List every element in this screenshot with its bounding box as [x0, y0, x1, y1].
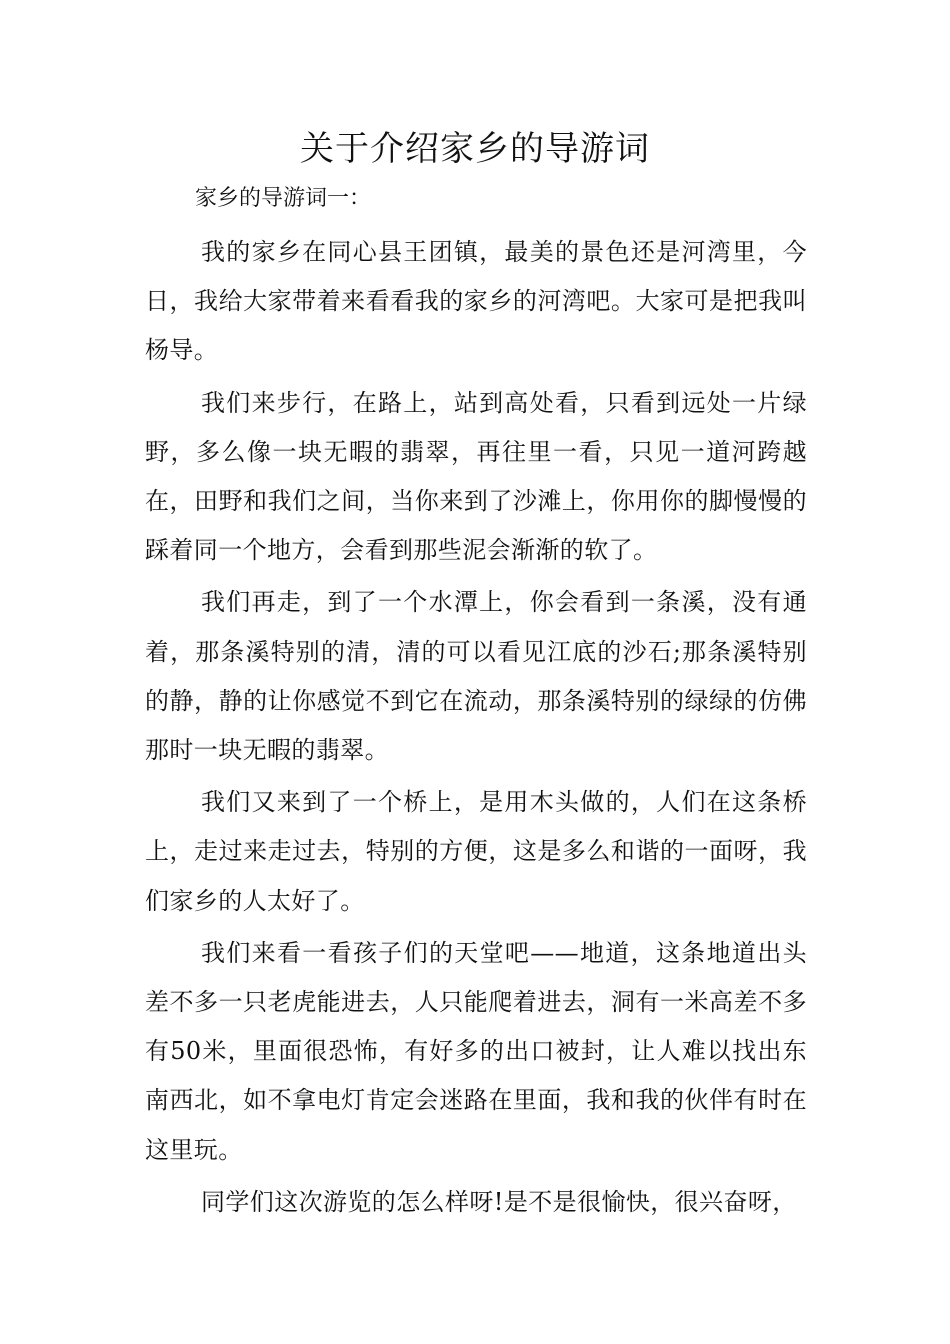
paragraph-3: 我们再走，到了一个水潭上，你会看到一条溪，没有通着，那条溪特别的清，清的可以看见江底的沙石;那条溪特别的静，静的让你感觉不到它在流动，那条溪特别的绿绿的仿佛那时一块无暇的翡翠。	[145, 588, 807, 765]
paragraph-6: 同学们这次游览的怎么样呀!是不是很愉快，很兴奋呀，	[201, 1187, 797, 1216]
paragraph-5: 我们来看一看孩子们的天堂吧——地道，这条地道出头差不多一只老虎能进去，人只能爬着进去，洞有一米高差不多有50米，里面很恐怖，有好多的出口被封，让人难以找出东南西北，如不拿电灯肯定会迷路在里面，我和我的伙伴有时在这里玩。	[145, 938, 807, 1164]
paragraph-2: 我们来步行，在路上，站到高处看，只看到远处一片绿野，多么像一块无暇的翡翠，再往里一看，只见一道河跨越在，田野和我们之间，当你来到了沙滩上，你用你的脚慢慢的踩着同一个地方，会看到那些泥会渐渐的软了。	[145, 388, 807, 565]
paragraph-1: 我的家乡在同心县王团镇，最美的景色还是河湾里，今日，我给大家带着来看看我的家乡的河湾吧。大家可是把我叫杨导。	[145, 238, 807, 365]
document-body	[145, 228, 807, 1230]
document-title: 关于介绍家乡的导游词	[300, 129, 650, 169]
paragraph-4: 我们又来到了一个桥上，是用木头做的，人们在这条桥上，走过来走过去，特别的方便，这是多么和谐的一面呀，我们家乡的人太好了。	[145, 788, 807, 915]
section-subtitle: 家乡的导游词一：	[195, 186, 372, 211]
